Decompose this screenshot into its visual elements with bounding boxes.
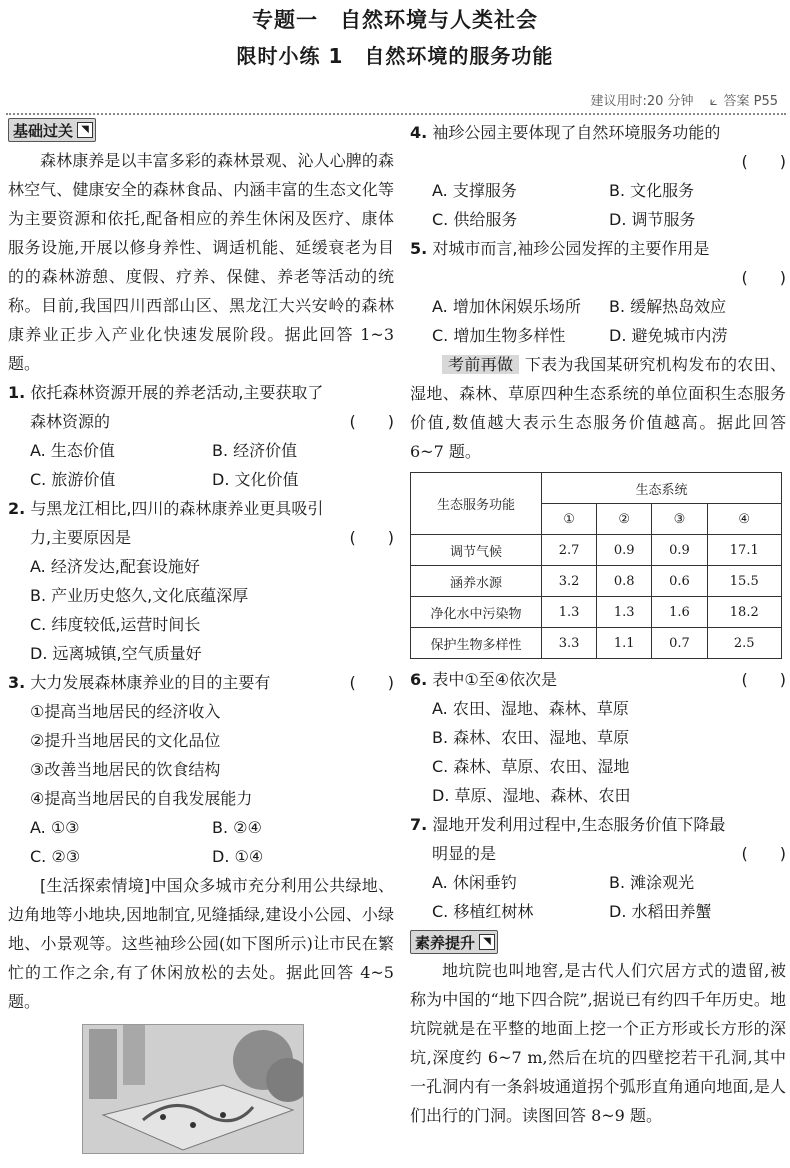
table-cell: 3.2: [542, 566, 597, 597]
q4-option-d[interactable]: D. 调节服务: [609, 210, 696, 229]
table-row-label: 涵养水源: [411, 566, 542, 597]
q6-num: 6.: [410, 670, 428, 689]
table-row: [411, 566, 782, 597]
question-4: [410, 118, 786, 234]
section-arrow-icon: ◥: [77, 122, 93, 138]
table-row: [411, 628, 782, 659]
q3-item-1: ①提高当地居民的经济收入: [30, 702, 221, 721]
q5-stem: 对城市而言,袖珍公园发挥的主要作用是: [432, 239, 710, 258]
table-cell: 15.5: [707, 566, 781, 597]
q2-stem: 与黑龙江相比,四川的森林康养业更具吸引: [30, 499, 324, 518]
right-column: [410, 118, 786, 1130]
q7-option-c[interactable]: C. 移植红树林: [432, 902, 534, 921]
q2-option-a[interactable]: A. 经济发达,配套设施好: [30, 557, 200, 576]
park-photo: [82, 1024, 304, 1154]
page-subtitle: 限时小练 1 自然环境的服务功能: [236, 44, 554, 68]
q5-num: 5.: [410, 239, 428, 258]
q5-option-c[interactable]: C. 增加生物多样性: [432, 326, 566, 345]
q1-option-c[interactable]: C. 旅游价值: [30, 470, 116, 489]
q4-answer-bracket[interactable]: ( ): [741, 152, 786, 171]
left-column: [8, 118, 394, 1154]
q4-option-c[interactable]: C. 供给服务: [432, 210, 518, 229]
q1-num: 1.: [8, 383, 26, 402]
table-cell: 1.6: [652, 597, 707, 628]
question-5: [410, 234, 786, 350]
context-passage: [8, 871, 394, 1016]
question-2: [8, 494, 394, 668]
meta-info: [584, 90, 778, 109]
table-cell: 2.5: [707, 628, 781, 659]
q6-answer-bracket[interactable]: ( ): [741, 670, 786, 689]
q3-item-2: ②提升当地居民的文化品位: [30, 731, 221, 750]
header-divider: [6, 113, 786, 115]
q5-option-b[interactable]: B. 缓解热岛效应: [609, 297, 727, 316]
table-col-4: ④: [707, 504, 781, 535]
q5-option-a[interactable]: A. 增加休闲娱乐场所: [432, 297, 581, 316]
table-cell: 18.2: [707, 597, 781, 628]
context-text: 中国众多城市充分利用公共绿地、边角地等小地块,因地制宜,见缝插绿,建设小公园、小绿地、小景观等。这些袖珍公园(如下图所示)让市民在繁忙的工作之余,有了休闲放松的去处。据此回答 4~5 题。: [8, 876, 394, 1011]
q7-option-a[interactable]: A. 休闲垂钓: [432, 873, 517, 892]
table-cell: 1.1: [597, 628, 652, 659]
table-cell: 2.7: [542, 535, 597, 566]
exam-label: 考前再做: [442, 355, 519, 374]
q4-option-a[interactable]: A. 支撑服务: [432, 181, 517, 200]
q7-option-d[interactable]: D. 水稻田养蟹: [609, 902, 712, 921]
q7-answer-bracket[interactable]: ( ): [741, 844, 786, 863]
table-row-label: 保护生物多样性: [411, 628, 542, 659]
park-illustration: [83, 1025, 303, 1153]
q2-option-d[interactable]: D. 远离城镇,空气质量好: [30, 644, 202, 663]
ecosystem-table: [410, 472, 782, 659]
table-row: [411, 597, 782, 628]
table-col-3: ③: [652, 504, 707, 535]
q6-option-b[interactable]: B. 森林、农田、湿地、草原: [432, 728, 630, 747]
section-tag-basic: [8, 118, 96, 142]
q1-option-a[interactable]: A. 生态价值: [30, 441, 115, 460]
table-cell: 0.9: [652, 535, 707, 566]
q1-option-d[interactable]: D. 文化价值: [212, 470, 299, 489]
table-col-2: ②: [597, 504, 652, 535]
exam-passage: [410, 350, 786, 466]
table-col-1: ①: [542, 504, 597, 535]
q2-num: 2.: [8, 499, 26, 518]
question-7: [410, 810, 786, 926]
table-row-label: 净化水中污染物: [411, 597, 542, 628]
table-cell: 3.3: [542, 628, 597, 659]
q3-option-a[interactable]: A. ①③: [30, 818, 80, 837]
table-header-row: [411, 473, 782, 504]
answer-icon: ⟀: [709, 94, 718, 109]
answer-label: 答案 P55: [723, 94, 778, 109]
q3-option-d[interactable]: D. ①④: [212, 847, 264, 866]
table-cell: 0.9: [597, 535, 652, 566]
table-cell: 0.8: [597, 566, 652, 597]
table-row-label: 调节气候: [411, 535, 542, 566]
table-cell: 0.7: [652, 628, 707, 659]
table-row: [411, 535, 782, 566]
q4-stem: 袖珍公园主要体现了自然环境服务功能的: [432, 123, 721, 142]
q6-option-d[interactable]: D. 草原、湿地、森林、农田: [432, 786, 631, 805]
q1-option-b[interactable]: B. 经济价值: [212, 441, 298, 460]
question-3: [8, 668, 394, 871]
page-title: 专题一 自然环境与人类社会: [252, 8, 538, 32]
q1-stem-2: 森林资源的: [30, 412, 111, 431]
q2-option-b[interactable]: B. 产业历史悠久,文化底蕴深厚: [30, 586, 249, 605]
q3-num: 3.: [8, 673, 26, 692]
q3-stem: 大力发展森林康养业的目的主要有: [30, 673, 271, 692]
table-cell: 1.3: [597, 597, 652, 628]
table-cell: 1.3: [542, 597, 597, 628]
table-header-func: 生态服务功能: [411, 473, 542, 535]
question-6: [410, 665, 786, 810]
q6-option-a[interactable]: A. 农田、湿地、森林、草原: [432, 699, 629, 718]
q3-answer-bracket[interactable]: ( ): [349, 673, 394, 692]
q5-option-d[interactable]: D. 避免城市内涝: [609, 326, 728, 345]
section-label: 素养提升: [415, 933, 476, 952]
q6-option-c[interactable]: C. 森林、草原、农田、湿地: [432, 757, 630, 776]
q7-option-b[interactable]: B. 滩涂观光: [609, 873, 695, 892]
table-header-sys: 生态系统: [542, 473, 782, 504]
q2-option-c[interactable]: C. 纬度较低,运营时间长: [30, 615, 201, 634]
time-label: 建议用时:20 分钟: [590, 94, 694, 109]
q6-stem: 表中①至④依次是: [432, 670, 558, 689]
q3-option-c[interactable]: C. ②③: [30, 847, 81, 866]
q4-option-b[interactable]: B. 文化服务: [609, 181, 695, 200]
exam-text: 下表为我国某研究机构发布的农田、湿地、森林、草原四种生态系统的单位面积生态服务价值,数值越大表示生态服务价值越高。据此回答 6~7 题。: [410, 355, 786, 461]
q3-option-b[interactable]: B. ②④: [212, 818, 262, 837]
q5-answer-bracket[interactable]: ( ): [741, 268, 786, 287]
q3-item-3: ③改善当地居民的饮食结构: [30, 760, 221, 779]
question-1: [8, 378, 394, 494]
q3-item-4: ④提高当地居民的自我发展能力: [30, 789, 253, 808]
q1-stem: 依托森林资源开展的养老活动,主要获取了: [30, 383, 324, 402]
q7-stem: 湿地开发利用过程中,生态服务价值下降最: [432, 815, 726, 834]
section-arrow-icon: ◥: [479, 934, 495, 950]
table-cell: 17.1: [707, 535, 781, 566]
context-label: [生活探索情境]: [40, 876, 151, 895]
section-tag-advanced: [410, 930, 498, 954]
q2-answer-bracket[interactable]: ( ): [349, 528, 394, 547]
section-label: 基础过关: [13, 121, 74, 140]
q1-answer-bracket[interactable]: ( ): [349, 412, 394, 431]
q7-stem-2: 明显的是: [432, 844, 497, 863]
q7-num: 7.: [410, 815, 428, 834]
passage-2: 地坑院也叫地窖,是古代人们穴居方式的遗留,被称为中国的“地下四合院”,据说已有约四千年历史。地坑院就是在平整的地面上挖一个正方形或长方形的深坑,深度约 6~7 m,然后在坑的四壁挖若干孔洞,其中一孔洞内有一条斜坡通道拐个弧形直角通向地面,是人们出行的门洞。读图回答 8~9 题。: [410, 961, 786, 1125]
passage-1: 森林康养是以丰富多彩的森林景观、沁人心脾的森林空气、健康安全的森林食品、内涵丰富的生态文化等为主要资源和依托,配备相应的养生休闲及医疗、康体服务设施,开展以修身养性、调适机能、延缓衰老为目的的森林游憩、度假、疗养、保健、养老等活动的统称。目前,我国四川西部山区、黑龙江大兴安岭的森林康养业正步入产业化快速发展阶段。据此回答 1~3 题。: [8, 151, 394, 373]
table-cell: 0.6: [652, 566, 707, 597]
q4-num: 4.: [410, 123, 428, 142]
q2-stem-2: 力,主要原因是: [30, 528, 132, 547]
answer-ref: [704, 94, 778, 109]
